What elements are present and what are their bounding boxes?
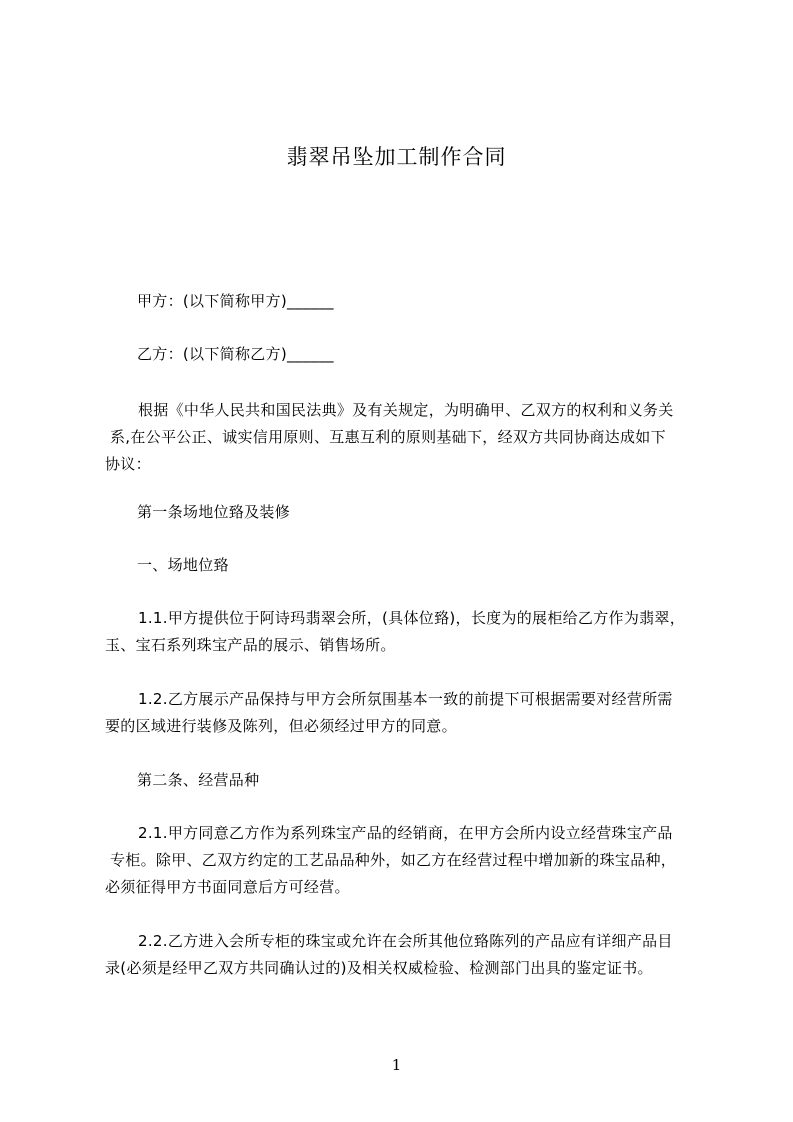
article-1-heading: 第一条场地位臵及装修 [137,503,291,521]
section-1-heading: 一、场地位臵 [137,556,229,574]
clause-2-1-line-1: 2.1.甲方同意乙方作为系列珠宝产品的经销商，在甲方会所内设立经营珠宝产品 [138,824,673,842]
clause-2-1-line-2: 专柜。除甲、乙双方约定的工艺品品种外，如乙方在经营过程中增加新的珠宝品种， [110,851,677,869]
article-2-heading: 第二条、经营品种 [137,771,260,789]
clause-2-2-line-1: 2.2.乙方进入会所专柜的珠宝或允许在会所其他位臵陈列的产品应有详细产品目 [138,932,673,950]
party-b-line: 乙方：(以下简称乙方)______ [137,345,334,363]
clause-1-2-line-2: 要的区域进行装修及陈列，但必须经过甲方的同意。 [105,717,457,735]
clause-1-1-line-2: 玉、宝石系列珠宝产品的展示、销售场所。 [105,636,396,654]
document-title: 翡翠吊坠加工制作合同 [286,145,507,169]
clause-1-2 [105,686,710,740]
page-number: 1 [391,1056,402,1074]
clause-1-1-line-1: 1.1.甲方提供位于阿诗玛翡翠会所，(具体位臵)，长度为的展柜给乙方作为翡翠， [138,609,686,627]
party-a-line: 甲方：(以下简称甲方)______ [137,292,334,310]
clause-2-1 [105,820,710,901]
clause-2-2 [105,928,710,982]
intro-line-3: 协议： [105,455,151,473]
clause-2-2-line-2: 录(必须是经甲乙双方共同确认过的)及相关权威检验、检测部门出具的鉴定证书。 [105,959,653,977]
intro-paragraph [105,397,710,478]
clause-1-1 [105,605,710,659]
intro-line-1: 根据《中华人民共和国民法典》及有关规定，为明确甲、乙双方的权利和义务关 [138,401,674,419]
clause-2-1-line-3: 必须征得甲方书面同意后方可经营。 [105,878,350,896]
intro-line-2: 系,在公平公正、诚实信用原则、互惠互利的原则基础下，经双方共同协商达成如下 [110,428,666,446]
clause-1-2-line-1: 1.2.乙方展示产品保持与甲方会所氛围基本一致的前提下可根据需要对经营所需 [138,690,673,708]
